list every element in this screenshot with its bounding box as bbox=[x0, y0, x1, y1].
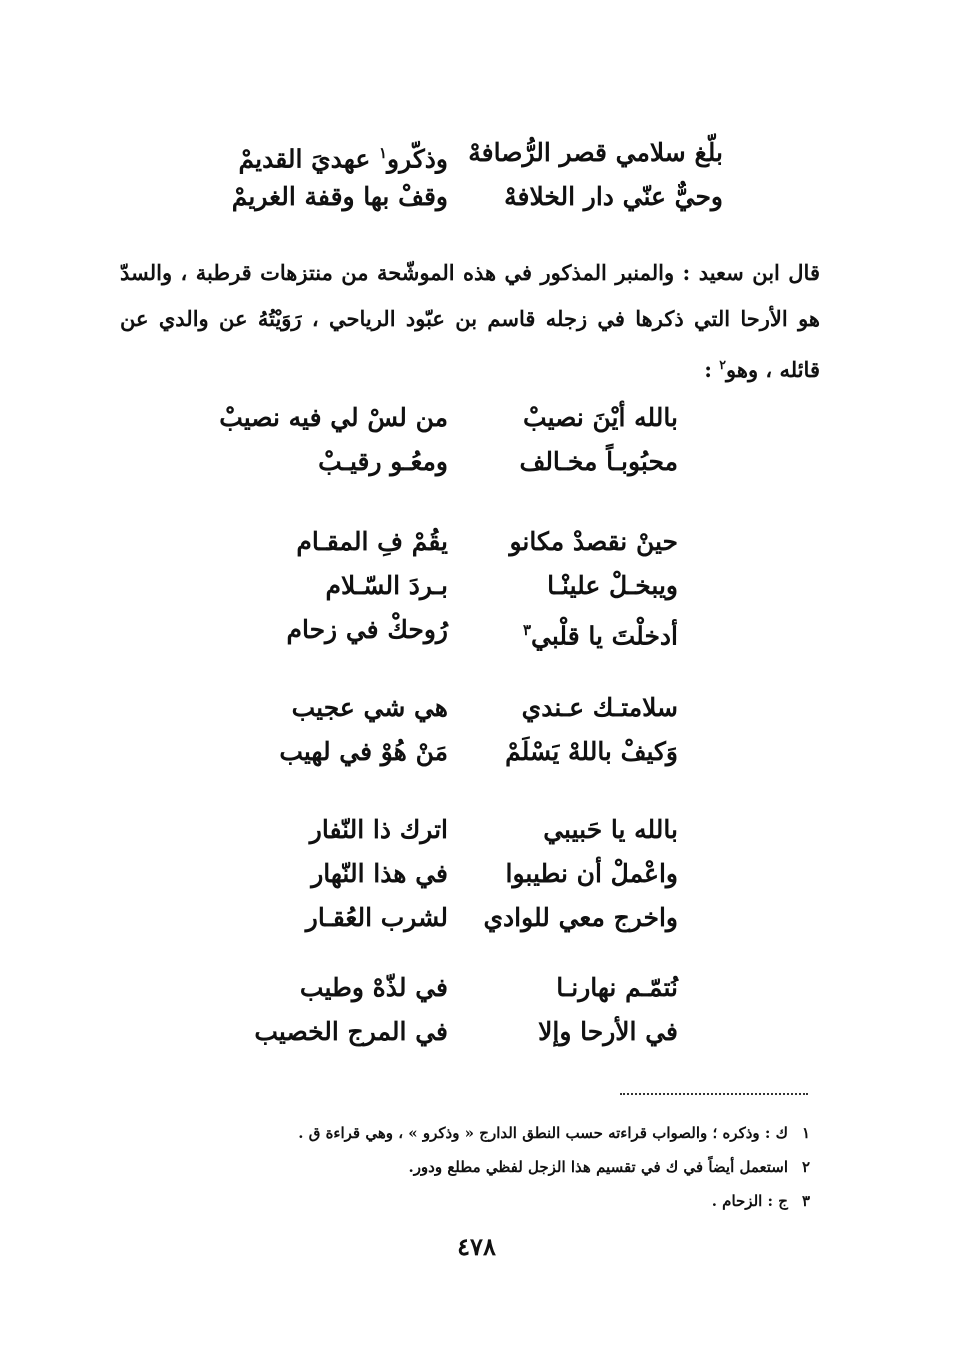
footnote-marker: ٣ bbox=[522, 621, 532, 639]
verse-second-hemistich: وقفْ بها وقفة الغريمْ bbox=[231, 182, 448, 211]
verse-second-hemistich bbox=[238, 133, 448, 179]
verse-first-hemistich: وَكيفْ باللهْ يَسْلَمْ bbox=[505, 737, 678, 766]
footnote bbox=[150, 1184, 810, 1218]
verse-second-hemistich: في لذّهْ وطيب bbox=[299, 973, 448, 1002]
footnote bbox=[150, 1116, 810, 1150]
verse-first-hemistich: سلامتـك عـندي bbox=[521, 693, 678, 722]
stanza bbox=[0, 398, 953, 486]
stanza bbox=[0, 968, 953, 1056]
verse-line bbox=[0, 810, 953, 854]
prose-paragraph bbox=[120, 250, 820, 393]
verse-second-hemistich: يقُمْ فِ المقـام bbox=[296, 527, 448, 556]
verse-first-hemistich: حينْ نقصدْ مكانو bbox=[509, 527, 678, 556]
verse-line bbox=[0, 398, 953, 442]
verse-line bbox=[0, 854, 953, 898]
footnote-number: ١ bbox=[801, 1124, 810, 1142]
verse-first-hemistich: واخرج معي للوادي bbox=[483, 903, 678, 932]
verse-second-hemistich: ومعُـو رقيـبْ bbox=[318, 447, 448, 476]
verse-line bbox=[0, 688, 953, 732]
verse-line bbox=[0, 610, 953, 654]
footnote-text: ك : وذكره ؛ والصواب قراءته حسب النطق الدارج « وذكرو » ، وهي قراءة ق . bbox=[298, 1124, 788, 1142]
verse-second-hemistich: رُوحكْ في زحام bbox=[286, 615, 448, 644]
stanza bbox=[0, 810, 953, 942]
prose-text: : bbox=[704, 357, 720, 382]
stanza bbox=[0, 688, 953, 776]
verse-first-hemistich: محبُوبـاً مخـالف bbox=[519, 447, 678, 476]
verse-first-hemistich: وحيٌّ عنّي دار الخلافهْ bbox=[504, 182, 723, 211]
footnote-divider bbox=[620, 1093, 808, 1095]
footnote bbox=[150, 1150, 810, 1184]
footnotes bbox=[150, 1116, 810, 1218]
verse-second-hemistich: في المرج الخصيب bbox=[254, 1017, 448, 1046]
footnote-text: استعمل أيضاً في ك في تقسيم هذا الزجل لفظي مطلع ودور. bbox=[408, 1158, 788, 1176]
verse-second-hemistich: من لسْ لي فيه نصيبْ bbox=[219, 403, 448, 432]
verse-first-hemistich: بالله أيْنَ نصيبْ bbox=[523, 403, 678, 432]
page-number: ٤٧٨ bbox=[457, 1232, 496, 1261]
verse-line bbox=[0, 566, 953, 610]
stanza bbox=[0, 522, 953, 654]
verse-line bbox=[0, 442, 953, 486]
prose-text: قال ابن سعيد : والمنبر المذكور في هذه الموشّحة من منتزهات قرطبة ، والسدّ هو الأرحا التي ذكرها في زجله قاسم بن عبّود الرياحي ، رَوَيْتُهُ عن والدي عن قائله ، وهو bbox=[120, 260, 820, 382]
verse-first-hemistich bbox=[523, 610, 678, 656]
verse-text: أدخلْتَ يا قلْبي bbox=[531, 621, 678, 651]
footnote-number: ٣ bbox=[801, 1192, 810, 1210]
verse-line bbox=[0, 968, 953, 1012]
verse-first-hemistich: واعْملْ أن نطيبوا bbox=[505, 859, 678, 888]
verse-second-hemistich: في هذا النّهار bbox=[311, 859, 448, 888]
verse-first-hemistich: بلّغ سلامي قصر الرُّصافهْ bbox=[468, 138, 723, 167]
footnote-number: ٢ bbox=[801, 1158, 810, 1176]
footnote-marker: ٢ bbox=[719, 357, 727, 372]
verse-second-hemistich: بـردَ السّـلام bbox=[325, 571, 448, 600]
verse-line bbox=[0, 898, 953, 942]
footnote-marker: ١ bbox=[378, 144, 388, 162]
footnote-text: ج : الزحام . bbox=[711, 1192, 788, 1210]
verse-second-hemistich: لشرب العُقـار bbox=[305, 903, 448, 932]
verse-first-hemistich: بالله يا حَبيبي bbox=[543, 815, 678, 844]
verse-line bbox=[0, 732, 953, 776]
verse-line bbox=[0, 522, 953, 566]
verse-first-hemistich: في الأرحا وإلا bbox=[538, 1017, 678, 1046]
verse-text: عهديَ القديمْ bbox=[238, 144, 379, 174]
verse-second-hemistich: اترك ذا النّفار bbox=[309, 815, 448, 844]
verse-second-hemistich: مَنْ هُوْ في لهيب bbox=[279, 737, 448, 766]
verse-first-hemistich: نُتمّـم نهارنـا bbox=[556, 973, 678, 1002]
verse-line bbox=[0, 1012, 953, 1056]
verse-line bbox=[0, 177, 953, 221]
verse-line bbox=[0, 133, 953, 177]
opening-couplet bbox=[0, 133, 953, 221]
verse-second-hemistich: هي شي عجيب bbox=[291, 693, 448, 722]
verse-first-hemistich: ويبخـلْ علينْـا bbox=[547, 571, 678, 600]
verse-text: وذكّرو bbox=[387, 144, 448, 174]
